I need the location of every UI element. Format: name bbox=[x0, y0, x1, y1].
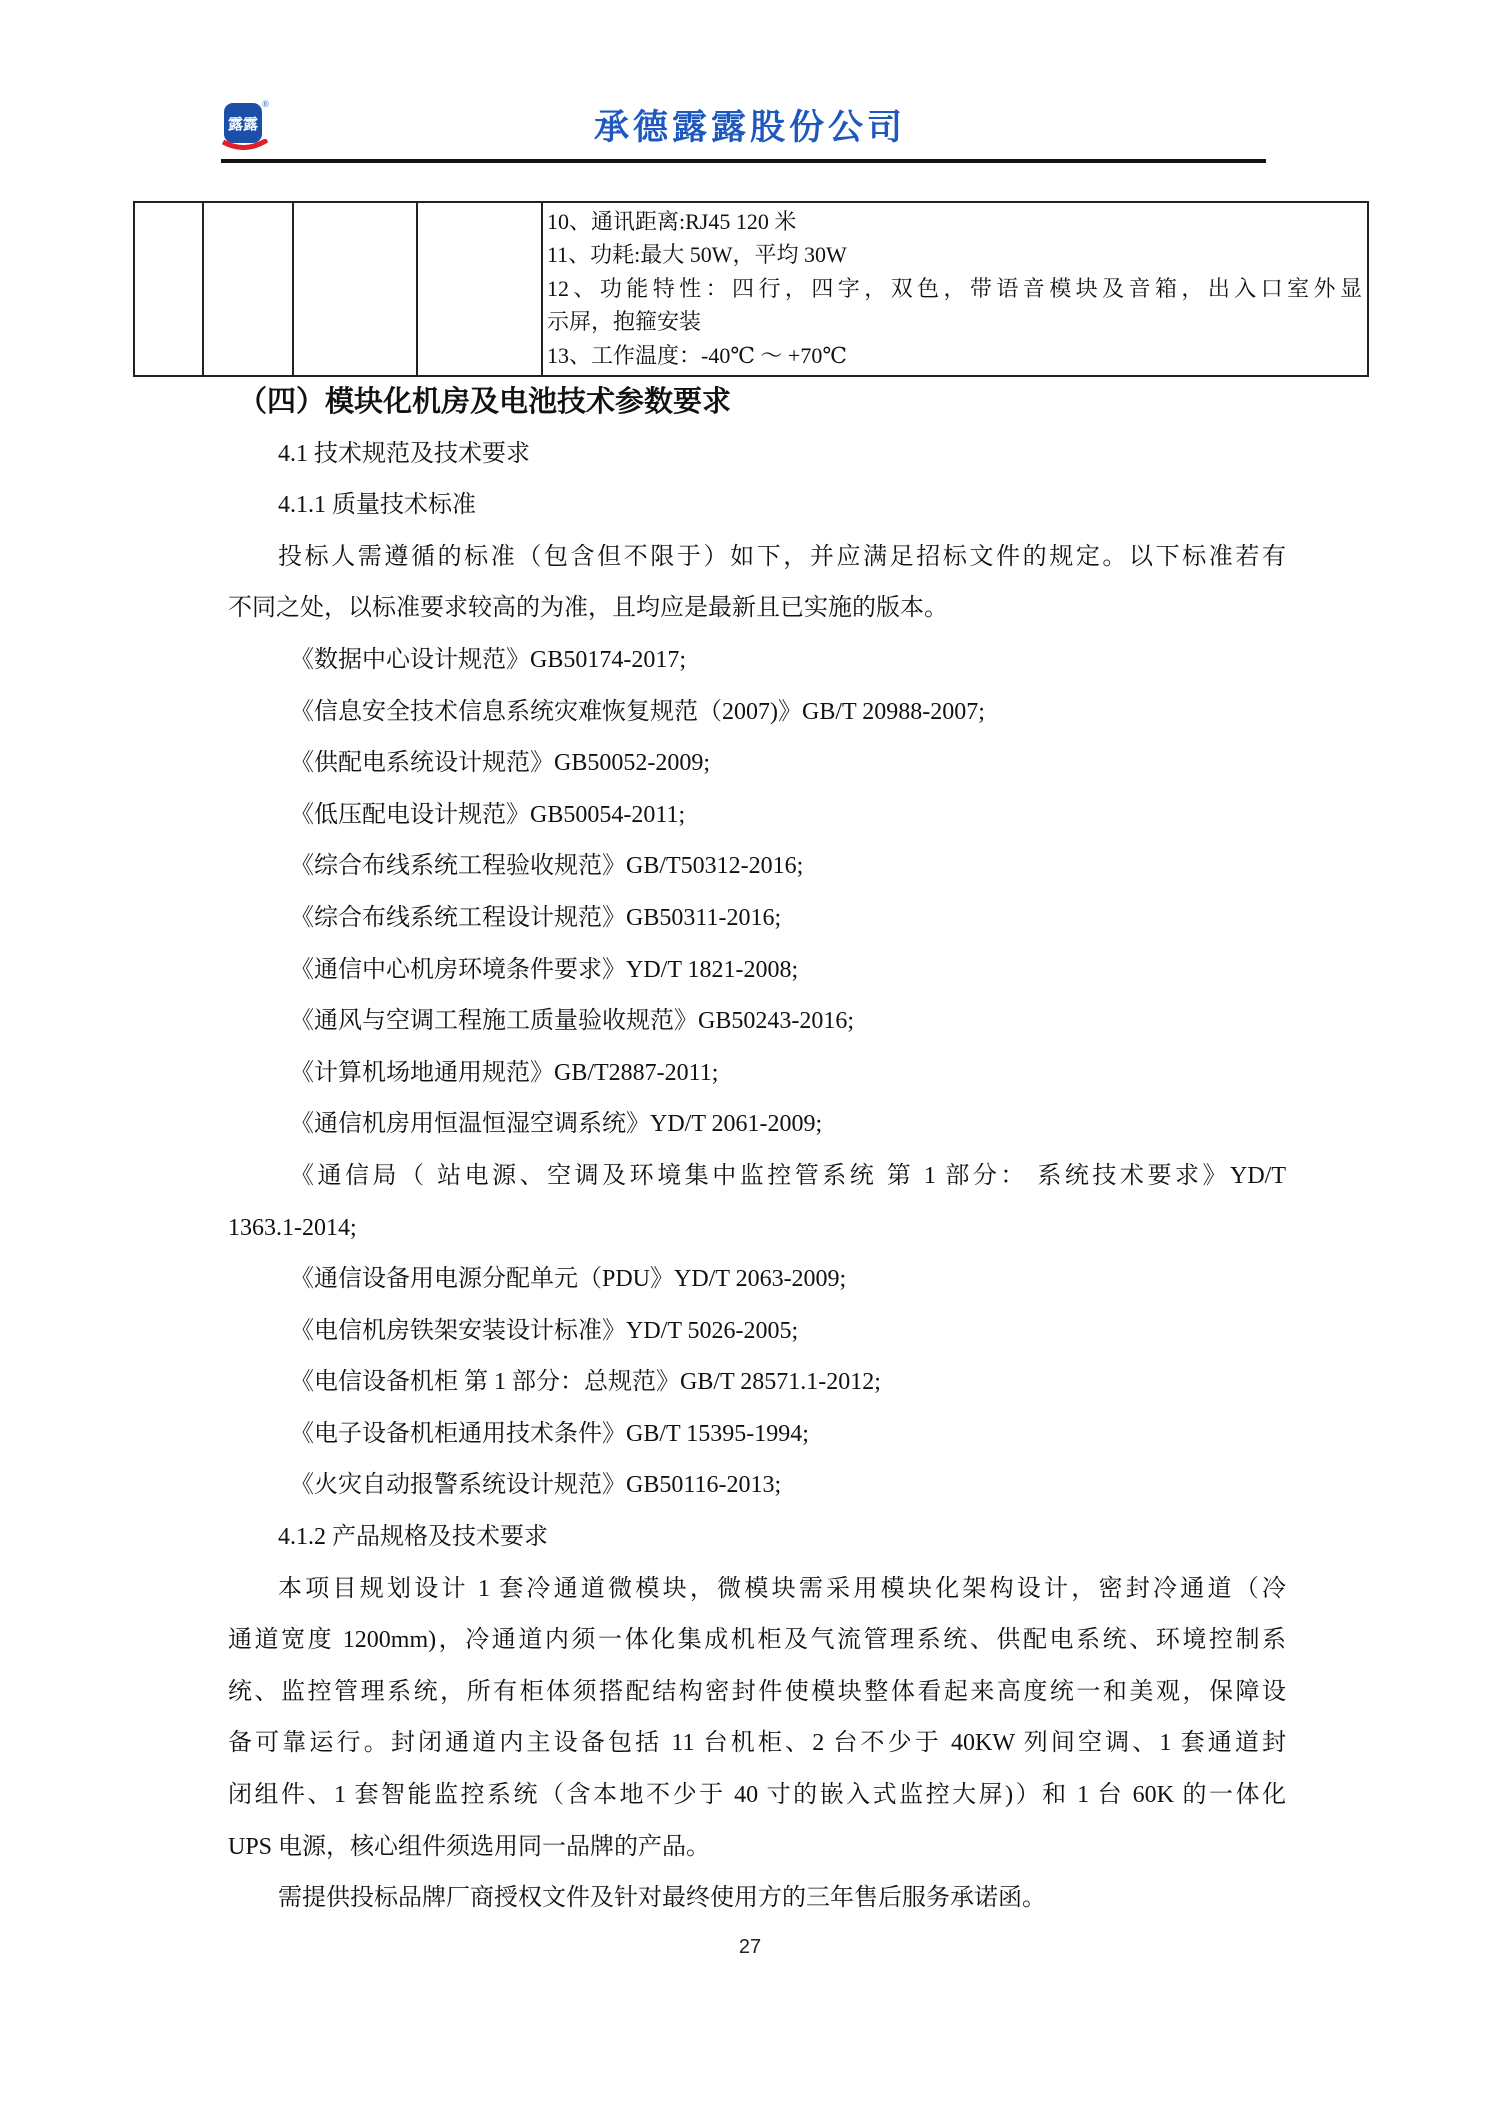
standard-item: 《通风与空调工程施工质量验收规范》GB50243-2016; bbox=[290, 1008, 854, 1035]
table-cell-empty bbox=[418, 203, 543, 375]
standard-item: 《电信机房铁架安装设计标准》YD/T 5026-2005; bbox=[290, 1317, 799, 1344]
standard-item: 《综合布线系统工程验收规范》GB/T50312-2016; bbox=[290, 853, 804, 880]
standard-item: 《电子设备机柜通用技术条件》GB/T 15395-1994; bbox=[290, 1420, 809, 1447]
paragraph-line: 投标人需遵循的标准（包含但不限于）如下，并应满足招标文件的规定。以下标准若有 bbox=[278, 543, 1286, 570]
spec-line: 10、通讯距离:RJ45 120 米 bbox=[547, 209, 797, 234]
standard-item: 《信息安全技术信息系统灾难恢复规范（2007)》GB/T 20988-2007; bbox=[290, 698, 985, 725]
standard-item: 《通信中心机房环境条件要求》YD/T 1821-2008; bbox=[290, 956, 799, 983]
standard-item: 《计算机场地通用规范》GB/T2887-2011; bbox=[290, 1059, 719, 1086]
spec-line: 12、功能特性：四行，四字，双色，带语音模块及音箱，出入口室外显 bbox=[547, 275, 1362, 301]
spec-line: 示屏，抱箍安装 bbox=[547, 309, 702, 335]
standard-item: 《火灾自动报警系统设计规范》GB50116-2013; bbox=[290, 1472, 782, 1499]
document-body bbox=[228, 377, 1286, 1925]
spec-line: 13、工作温度：-40℃ ～ +70℃ bbox=[547, 342, 847, 368]
paragraph-line: 需提供投标品牌厂商授权文件及针对最终使用方的三年售后服务承诺函。 bbox=[278, 1885, 1046, 1912]
clause-4-1-1: 4.1.1 质量技术标准 bbox=[278, 492, 476, 519]
standard-item: 《通信机房用恒温恒湿空调系统》YD/T 2061-2009; bbox=[290, 1111, 823, 1138]
table-cell-empty bbox=[135, 203, 204, 375]
standard-item: 《电信设备机柜 第 1 部分：总规范》GB/T 28571.1-2012; bbox=[290, 1369, 881, 1396]
paragraph-line: UPS 电源，核心组件须选用同一品牌的产品。 bbox=[228, 1833, 711, 1860]
table-cell-specs bbox=[543, 203, 1367, 375]
standard-item: 《低压配电设计规范》GB50054-2011; bbox=[290, 801, 686, 828]
paragraph-line: 不同之处，以标准要求较高的为准，且均应是最新且已实施的版本。 bbox=[228, 595, 948, 622]
standard-item: 《通信局（ 站电源、空调及环境集中监控管系统 第 1 部分： 系统技术要求》YD/T bbox=[290, 1162, 1286, 1189]
spec-line: 11、功耗:最大 50W，平均 30W bbox=[547, 242, 847, 268]
clause-4-1: 4.1 技术规范及技术要求 bbox=[278, 440, 530, 467]
standard-item: 《通信设备用电源分配单元（PDU》YD/T 2063-2009; bbox=[290, 1266, 847, 1293]
clause-4-1-2: 4.1.2 产品规格及技术要求 bbox=[278, 1524, 548, 1551]
logo-text: 露露 bbox=[227, 116, 258, 133]
standard-item: 1363.1-2014; bbox=[228, 1214, 357, 1241]
page-number: 27 bbox=[738, 1936, 762, 1958]
paragraph-line: 统、监控管理系统，所有柜体须搭配结构密封件使模块整体看起来高度统一和美观，保障设 bbox=[228, 1678, 1286, 1705]
paragraph-line: 闭组件、1 套智能监控系统（含本地不少于 40 寸的嵌入式监控大屏)）和 1 台 60K 的一体化 bbox=[228, 1782, 1286, 1809]
registered-trademark-icon: ® bbox=[262, 99, 269, 109]
paragraph-line: 备可靠运行。封闭通道内主设备包括 11 台机柜、2 台不少于 40KW 列间空调、1 套通道封 bbox=[228, 1730, 1286, 1757]
paragraph-line: 通道宽度 1200mm)，冷通道内须一体化集成机柜及气流管理系统、供配电系统、环境控制系 bbox=[228, 1627, 1286, 1654]
section-heading: （四）模块化机房及电池技术参数要求 bbox=[238, 386, 732, 418]
company-title: 承德露露股份公司 bbox=[593, 108, 906, 147]
paragraph-line: 本项目规划设计 1 套冷通道微模块，微模块需采用模块化架构设计，密封冷通道（冷 bbox=[278, 1575, 1286, 1602]
standard-item: 《综合布线系统工程设计规范》GB50311-2016; bbox=[290, 904, 782, 931]
standard-item: 《供配电系统设计规范》GB50052-2009; bbox=[290, 750, 710, 777]
spec-table bbox=[133, 201, 1369, 377]
standard-item: 《数据中心设计规范》GB50174-2017; bbox=[290, 646, 686, 673]
table-cell-empty bbox=[294, 203, 418, 375]
header-rule bbox=[221, 159, 1266, 163]
table-cell-empty bbox=[204, 203, 294, 375]
